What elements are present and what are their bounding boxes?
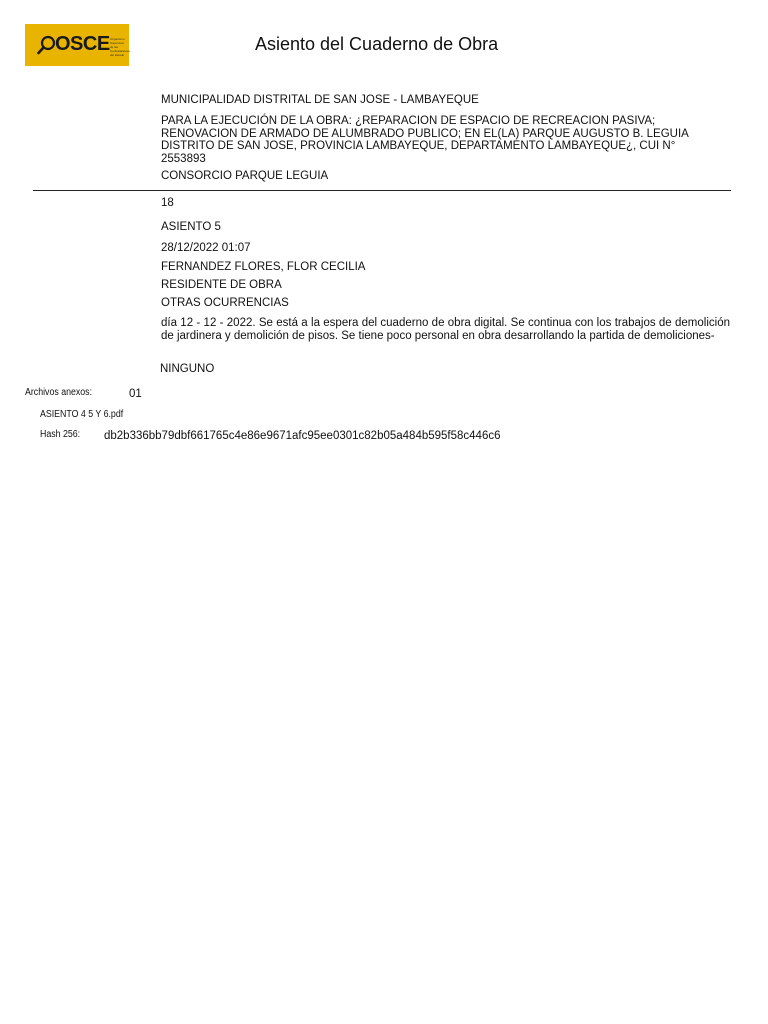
referencia-value: NINGUNO [160, 363, 215, 375]
osce-logo [25, 24, 129, 66]
fecha-value: 28/12/2022 01:07 [161, 242, 251, 254]
attachments-count: 01 [129, 388, 142, 400]
logo-text: OSCE [55, 33, 110, 55]
page-title: Asiento del Cuaderno de Obra [255, 34, 499, 54]
hash-label: Hash 256: [40, 429, 81, 440]
obra-value: PARA LA EJECUCIÓN DE LA OBRA: ¿REPARACION DE ESPACIO DE RECREACION PASIVA; RENOVACION DE ARMADO DE ALUMBRADO PUBLICO; EN EL(LA) PARQUE AUGUSTO B. LEGUIA DISTRITO DE SAN JOSE, PROVINCIA LAMBAYEQUE, DEPARTAMENTO LAMBAYEQUE¿, CUI N° 2553893 [161, 115, 689, 165]
numero-value: 18 [161, 197, 174, 209]
titulo-value: ASIENTO 5 [161, 221, 221, 233]
divider [33, 190, 731, 191]
logo-tagline: Organismo Supervisor de las Contrataciones del Estado [110, 37, 131, 57]
hash-value: db2b336bb79dbf661765c4e86e9671afc95ee0301c82b05a484b595f58c446c6 [104, 430, 501, 442]
magnifier-icon [37, 35, 57, 55]
entidad-value: MUNICIPALIDAD DISTRITAL DE SAN JOSE - LAMBAYEQUE [161, 94, 479, 106]
attachment-file-name: ASIENTO 4 5 Y 6.pdf [40, 409, 124, 420]
rol-value: RESIDENTE DE OBRA [161, 279, 282, 291]
usuario-value: FERNANDEZ FLORES, FLOR CECILIA [161, 261, 366, 273]
attachments-label: Archivos anexos: [25, 387, 93, 398]
contratista-value: CONSORCIO PARQUE LEGUIA [161, 170, 329, 182]
descripcion-value: día 12 - 12 - 2022. Se está a la espera del cuaderno de obra digital. Se continua con los trabajos de demolición de jardinera y demolición de pisos. Se tiene poco personal en obra desarrollando la partida de demoliciones- [161, 317, 730, 342]
tipo-value: OTRAS OCURRENCIAS [161, 297, 289, 309]
